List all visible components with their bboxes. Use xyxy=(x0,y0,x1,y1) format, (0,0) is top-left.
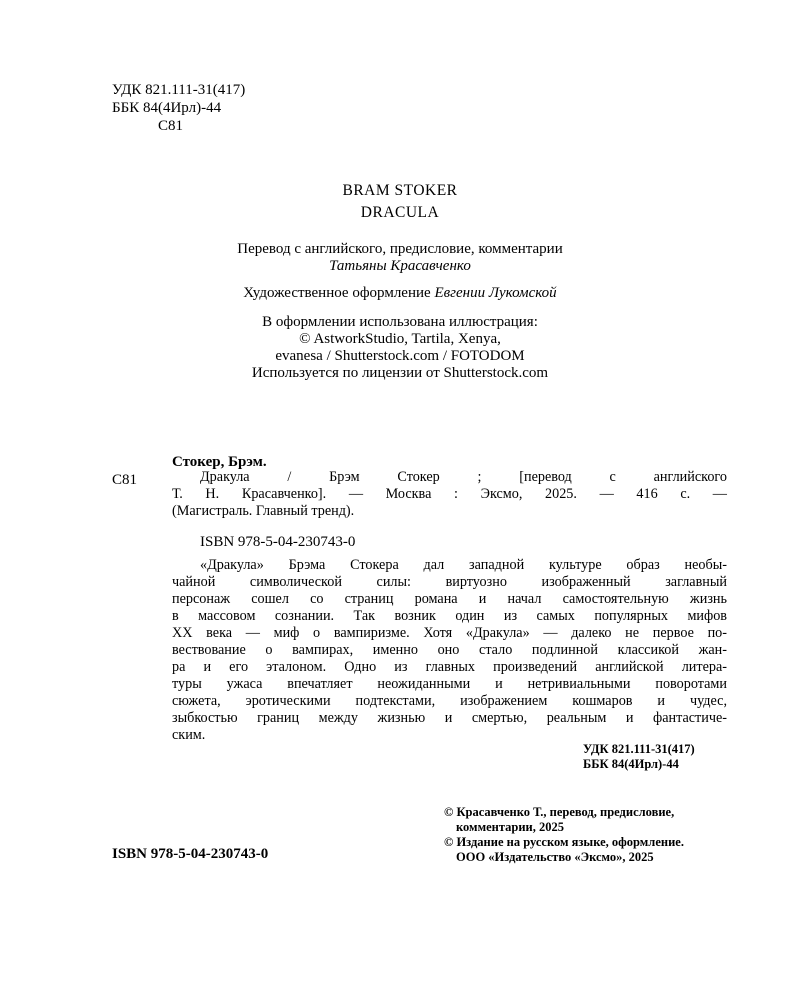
annotation-line: ским. xyxy=(172,727,206,743)
bbk-code: ББК 84(4Ирл)-44 xyxy=(112,100,222,116)
catalog-mark: С81 xyxy=(112,472,138,488)
illustration-credit-line: Используется по лицензии от Shutterstock.com xyxy=(251,365,549,381)
annotation-line: в массовом сознании. Так возник один из самых популярных мифов xyxy=(172,608,727,624)
original-author: BRAM STOKER xyxy=(342,182,458,199)
catalog-isbn: ISBN 978-5-04-230743-0 xyxy=(200,534,356,550)
annotation-line: вествование о вампирах, именно оно стало подлинной классикой жан- xyxy=(172,642,727,658)
footer-isbn: ISBN 978-5-04-230743-0 xyxy=(112,846,269,862)
catalog-description-line: Дракула / Брэм Стокер ; [перевод с английского xyxy=(200,469,727,485)
illustration-credit-line: evanesa / Shutterstock.com / FOTODOM xyxy=(275,348,525,364)
udk-code: УДК 821.111-31(417) xyxy=(112,82,246,98)
design-label: Художественное оформление xyxy=(243,285,431,301)
copyright-line: © Красавченко Т., перевод, предисловие, xyxy=(444,805,675,819)
annotation-udk: УДК 821.111-31(417) xyxy=(583,742,695,756)
author-mark: С81 xyxy=(158,118,184,134)
translation-label: Перевод с английского, предисловие, комментарии xyxy=(237,241,563,257)
annotation-line: зыбкостью границ между жизнью и смертью, реальным и фантастиче- xyxy=(172,710,727,726)
catalog-description-line: Т. Н. Красавченко]. — Москва : Эксмо, 2025. — 416 с. — xyxy=(172,486,727,502)
annotation-line: XX века — миф о вампиризме. Хотя «Дракула» — далеко не первое по- xyxy=(172,625,727,641)
catalog-author-heading: Стокер, Брэм. xyxy=(172,454,267,470)
designer-name: Евгении Лукомской xyxy=(434,285,557,301)
copyright-line: комментарии, 2025 xyxy=(456,820,564,834)
copyright-line: ООО «Издательство «Эксмо», 2025 xyxy=(456,850,654,864)
design-credit xyxy=(0,285,800,302)
translator-name: Татьяны Красавченко xyxy=(329,258,471,274)
annotation-text xyxy=(172,557,727,744)
annotation-line: сюжета, эротическими подтекстами, изображением кошмаров и чудес, xyxy=(172,693,727,709)
illustration-credit-line: © AstworkStudio, Tartila, Xenya, xyxy=(299,331,501,347)
annotation-line: ра и его эталоном. Одно из главных произведений английской литера- xyxy=(172,659,727,675)
annotation-line: чайной символической силы: виртуозно изображенный заглавный xyxy=(172,574,727,590)
annotation-line: туры ужаса впечатляет неожиданными и нетривиальными поворотами xyxy=(172,676,727,692)
annotation-line: персонаж сошел со страниц романа и начал самостоятельную жизнь xyxy=(172,591,727,607)
original-title: DRACULA xyxy=(360,204,440,221)
copyright-line: © Издание на русском языке, оформление. xyxy=(444,835,684,849)
annotation-bbk: ББК 84(4Ирл)-44 xyxy=(583,757,679,771)
illustration-credit-line: В оформлении использована иллюстрация: xyxy=(262,314,538,330)
catalog-description-line: (Магистраль. Главный тренд). xyxy=(172,503,355,519)
annotation-line: «Дракула» Брэма Стокера дал западной культуре образ необы- xyxy=(200,557,727,573)
catalog-description xyxy=(172,469,727,520)
